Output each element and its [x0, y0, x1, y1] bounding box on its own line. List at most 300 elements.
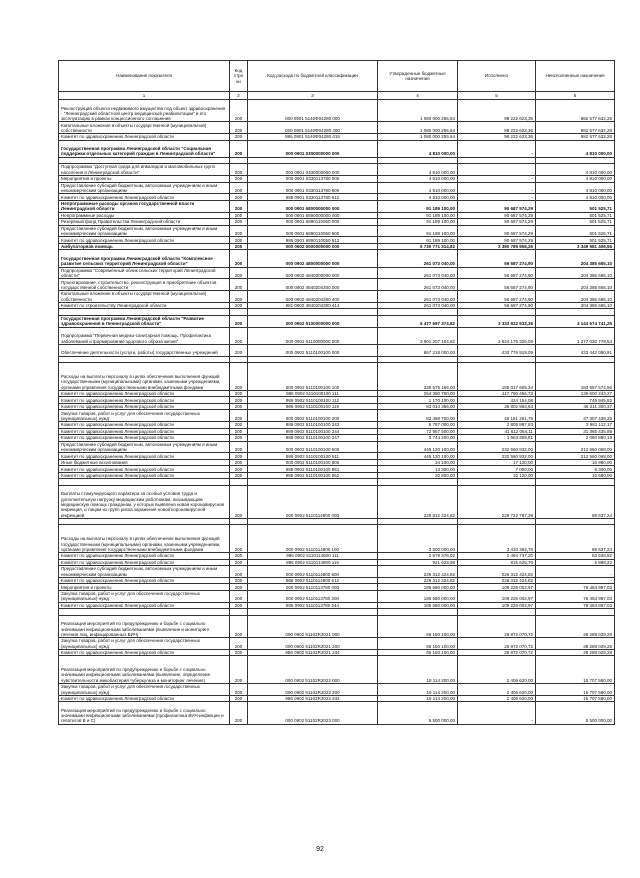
table-row: [59, 590, 615, 602]
row-line-code: 200: [230, 100, 248, 122]
row-remaining: 6 300,00: [536, 466, 615, 473]
row-expense-code: 986 0901 0330113780 612: [248, 194, 378, 201]
row-approved: 921 623,98: [378, 559, 458, 566]
row-approved: 2 578 376,02: [378, 553, 458, 560]
row-executed: 433 776 919,09: [458, 344, 536, 356]
row-name: Государственная программа Ленинградской области "Развитие здравоохранения в Ленинградской области": [59, 315, 230, 327]
row-expense-code: 000 0901 5140Ф04280 400: [248, 122, 378, 134]
table-header-row: [59, 61, 615, 92]
row-remaining: 204 385 665,10: [536, 267, 615, 279]
row-expense-code: 000 0902 5110114800 600: [248, 566, 378, 578]
table-row: [59, 397, 615, 404]
row-expense-code: 000 0901 6800000000 000: [248, 200, 378, 212]
row-approved: 1 080 000 255,64: [378, 134, 458, 141]
row-remaining: 83 638,82: [536, 553, 615, 560]
header-remaining: Неисполненные назначения: [536, 61, 615, 92]
table-row: [59, 638, 615, 650]
row-approved: 72 957 500,00: [378, 428, 458, 435]
table-row: [59, 279, 615, 291]
row-remaining: 38 288 029,28: [536, 649, 615, 656]
row-name: Комитет по здравоохранению Ленинградской области: [59, 695, 230, 702]
row-approved: 3 500 000,00: [378, 525, 458, 553]
table-row: [59, 435, 615, 442]
table-row: [59, 134, 615, 141]
row-line-code: 200: [230, 649, 248, 656]
row-name: Комитет по здравоохранению Ленинградской области: [59, 237, 230, 244]
row-name: Предоставление субсидий бюджетным, автономным учреждениям и иным некоммерческим организациям: [59, 225, 230, 237]
row-executed: 226 312 424,82: [458, 577, 536, 584]
row-remaining: 37 307 438,25: [536, 410, 615, 422]
row-line-code: 200: [230, 577, 248, 584]
column-number: 4: [378, 92, 458, 100]
row-expense-code: 981 0902 4840204300 414: [248, 302, 378, 309]
row-name: Иные бюджетные ассигнования: [59, 459, 230, 466]
row-line-code: 200: [230, 459, 248, 466]
row-line-code: 200: [230, 441, 248, 453]
row-expense-code: 000 0901 6890000000 000: [248, 212, 378, 219]
row-line-code: 200: [230, 695, 248, 702]
row-executed: -: [458, 164, 536, 176]
row-line-code: 200: [230, 212, 248, 219]
row-expense-code: 000 0901 0300000000 000: [248, 140, 378, 157]
row-executed: 232 560 932,00: [458, 441, 536, 453]
row-remaining: 38 288 029,28: [536, 638, 615, 650]
row-expense-code: 000 0902 4840000000 000: [248, 267, 378, 279]
row-expense-code: 000 0902 5100000000 000: [248, 315, 378, 327]
row-expense-code: 986 0902 5110100100 244: [248, 428, 378, 435]
row-executed: 109 226 002,97: [458, 602, 536, 609]
row-expense-code: 000 0901 0330113780 600: [248, 182, 378, 194]
row-line-code: 200: [230, 590, 248, 602]
row-name: Закупка товаров, работ и услуг для обеспечения государственных (муниципальных) нужд: [59, 638, 230, 650]
row-expense-code: 000 0902 4800000000 000: [248, 250, 378, 267]
row-name: Капитальные вложения в объекты государственной (муниципальной) собственности: [59, 122, 230, 134]
row-executed: 2 406 620,00: [458, 656, 536, 684]
table-row: [59, 403, 615, 410]
row-name: Расходы на выплаты персоналу в целях обеспечения выполнения функций государственными (муниципальными) органами, казенными учреждениями, органами управления государственными внебюджетными фондами: [59, 363, 230, 391]
row-expense-code: 986 0902 5110100100 611: [248, 453, 378, 460]
row-name: Выплаты стимулирующего характера за особые условия труда и дополнительную нагрузку медицинским работникам, оказывающим медицинскую помощь гражданам, у которых выявлена новая коронавирусная инфекция, и лицам из групп риска заражения новой коронавирусной инфекцией: [59, 485, 230, 518]
row-line-code: 200: [230, 403, 248, 410]
row-approved: 91 189 100,00: [378, 237, 458, 244]
row-approved: 13 300,00: [378, 466, 458, 473]
budget-execution-table: [58, 60, 615, 725]
row-name: Комитет по здравоохранению Ленинградской области: [59, 134, 230, 141]
row-executed: -: [458, 194, 536, 201]
row-approved: 254 390 700,00: [378, 390, 458, 397]
row-expense-code: 986 0901 5140Ф04280 415: [248, 134, 378, 141]
row-remaining: 745 945,92: [536, 397, 615, 404]
row-approved: 185 680 000,00: [378, 590, 458, 602]
row-approved: 261 073 040,00: [378, 291, 458, 303]
row-expense-code: 986 0902 5110114800 119: [248, 559, 378, 566]
table-row: [59, 559, 615, 566]
row-line-code: 200: [230, 615, 248, 637]
row-expense-code: 000 0902 5110100100 800: [248, 459, 378, 466]
table-row: [59, 695, 615, 702]
row-remaining: 3 349 981 406,56: [536, 243, 615, 250]
row-line-code: 200: [230, 122, 248, 134]
table-row: [59, 219, 615, 226]
row-name: Предоставление субсидий бюджетным, автономным учреждениям и иным некоммерческим организациям: [59, 566, 230, 578]
row-approved: 185 680 000,00: [378, 602, 458, 609]
row-approved: 91 189 100,00: [378, 219, 458, 226]
row-remaining: 183 557 574,66: [536, 363, 615, 391]
column-number-row: [59, 92, 615, 100]
row-name: Комитет по здравоохранению Ленинградской области: [59, 466, 230, 473]
row-approved: 261 073 040,00: [378, 267, 458, 279]
row-name: Амбулаторная помощь: [59, 243, 230, 250]
row-name: Комитет по строительству Ленинградской области: [59, 302, 230, 309]
header-indicator-name: Наименование показателя: [59, 61, 230, 92]
row-line-code: 200: [230, 553, 248, 560]
row-name: Государственная программа Ленинградской области "Комплексное развитие сельских территорий Ленинградской области": [59, 250, 230, 267]
row-approved: 445 120 100,00: [378, 441, 458, 453]
row-executed: 26 872 070,72: [458, 615, 536, 637]
row-approved: 261 073 040,00: [378, 302, 458, 309]
row-executed: 56 687 274,90: [458, 250, 536, 267]
row-executed: 26 872 070,72: [458, 649, 536, 656]
row-name: Мероприятия и проекты: [59, 176, 230, 183]
row-line-code: 200: [230, 397, 248, 404]
row-approved: 4 810 000,00: [378, 140, 458, 157]
row-remaining: 15 707 580,00: [536, 656, 615, 684]
row-remaining: 5 500 000,00: [536, 702, 615, 724]
row-remaining: 76 453 997,03: [536, 584, 615, 591]
row-expense-code: 986 0902 5110113780 244: [248, 602, 378, 609]
row-line-code: 200: [230, 638, 248, 650]
row-approved: 65 160 100,00: [378, 638, 458, 650]
row-approved: 83 488 700,00: [378, 410, 458, 422]
row-approved: 226 312 424,82: [378, 566, 458, 578]
row-executed: 3 380 789 908,26: [458, 243, 536, 250]
row-remaining: 982 577 632,28: [536, 100, 615, 122]
column-number: 2: [230, 92, 248, 100]
row-remaining: 501 525,71: [536, 225, 615, 237]
row-name: Комитет по здравоохранению Ленинградской области: [59, 602, 230, 609]
row-executed: 915 625,76: [458, 559, 536, 566]
table-row: [59, 684, 615, 696]
row-remaining: 3 144 674 741,26: [536, 315, 615, 327]
row-remaining: 4 810 000,00: [536, 164, 615, 176]
row-approved: 3 901 207 104,82: [378, 327, 458, 344]
header-approved: Утвержденные бюджетные назначения: [378, 61, 458, 92]
row-name: Расходы на выплаты персоналу в целях обеспечения выполнения функций государственными (муниципальными) органами, казенными учреждениями, органами управления государственными внебюджетными фондами: [59, 525, 230, 553]
row-name: Мероприятия и проекты: [59, 584, 230, 591]
row-remaining: -: [536, 577, 615, 584]
table-row: [59, 649, 615, 656]
column-number: 1: [59, 92, 230, 100]
header-expense-code: Код расхода по бюджетной классификации: [248, 61, 378, 92]
row-name: Комитет по здравоохранению Ленинградской области: [59, 453, 230, 460]
row-name: Закупка товаров, работ и услуг для обеспечения государственных (муниципальных) нужд: [59, 684, 230, 696]
row-remaining: 38 288 029,28: [536, 615, 615, 637]
row-approved: 1 170 100,00: [378, 397, 458, 404]
row-line-code: 200: [230, 435, 248, 442]
row-executed: 90 687 574,29: [458, 212, 536, 219]
row-remaining: -: [536, 566, 615, 578]
row-name: Подпрограмма "Доступная среда для инвалидов и маломобильных групп населения в Ленинградской области": [59, 164, 230, 176]
row-remaining: 89 637,24: [536, 525, 615, 553]
row-executed: 98 222 623,36: [458, 122, 536, 134]
row-remaining: 76 453 997,03: [536, 602, 615, 609]
row-expense-code: 000 0901 5140Ф04280 000: [248, 100, 378, 122]
table-row: [59, 577, 615, 584]
row-executed: 7 000,00: [458, 466, 536, 473]
row-name: Комитет по здравоохранению Ленинградской области: [59, 194, 230, 201]
row-remaining: 10 680,00: [536, 472, 615, 479]
table-row: [59, 615, 615, 637]
row-executed: 56 687 274,90: [458, 302, 536, 309]
row-expense-code: 000 0902 51102R2021 000: [248, 615, 378, 637]
row-executed: 109 226 002,97: [458, 584, 536, 591]
table-row: [59, 100, 615, 122]
row-line-code: 200: [230, 472, 248, 479]
row-approved: 4 810 000,00: [378, 194, 458, 201]
row-line-code: 200: [230, 344, 248, 356]
row-expense-code: 986 0902 5110100100 112: [248, 397, 378, 404]
table-row: [59, 472, 615, 479]
row-line-code: 200: [230, 267, 248, 279]
table-row: [59, 302, 615, 309]
row-line-code: 200: [230, 243, 248, 250]
row-expense-code: 986 0902 5110100100 242: [248, 422, 378, 429]
row-expense-code: 986 0902 5110100100 111: [248, 390, 378, 397]
row-executed: 109 226 002,97: [458, 590, 536, 602]
row-line-code: 200: [230, 485, 248, 518]
row-executed: 155 017 605,34: [458, 363, 536, 391]
row-remaining: 204 385 665,10: [536, 291, 615, 303]
row-name: Предоставление субсидий бюджетным, автономным учреждениям и иным некоммерческим организациям: [59, 182, 230, 194]
row-name: Комитет по здравоохранению Ленинградской области: [59, 422, 230, 429]
row-line-code: 200: [230, 684, 248, 696]
row-expense-code: 986 0902 51102R2021 244: [248, 649, 378, 656]
row-expense-code: 000 0902 5110113780 000: [248, 584, 378, 591]
row-expense-code: 000 0902 5110000000 000: [248, 327, 378, 344]
row-expense-code: 000 0902 0000000000 000: [248, 243, 378, 250]
row-expense-code: 000 0902 5110100100 200: [248, 410, 378, 422]
row-remaining: 46 211 300,37: [536, 403, 615, 410]
row-executed: -: [458, 702, 536, 724]
table-row: [59, 602, 615, 609]
table-row: [59, 250, 615, 267]
row-executed: 229 722 787,38: [458, 485, 536, 518]
row-line-code: 200: [230, 225, 248, 237]
table-row: [59, 428, 615, 435]
row-executed: 56 687 274,90: [458, 267, 536, 279]
row-approved: 34 100,00: [378, 459, 458, 466]
row-remaining: 501 525,71: [536, 212, 615, 219]
row-executed: 117 790 456,73: [458, 390, 536, 397]
row-approved: 261 073 040,00: [378, 250, 458, 267]
row-approved: 185 680 000,00: [378, 584, 458, 591]
row-expense-code: 000 0902 51102R2021 200: [248, 638, 378, 650]
row-executed: -: [458, 182, 536, 194]
row-approved: 261 073 040,00: [378, 279, 458, 291]
table-row: [59, 525, 615, 553]
row-expense-code: 986 0902 5110100100 119: [248, 403, 378, 410]
row-expense-code: 000 0902 5110100100 000: [248, 344, 378, 356]
row-expense-code: 000 0902 4840204300 400: [248, 291, 378, 303]
row-line-code: 200: [230, 237, 248, 244]
row-name: Подпрограмма "Современный облик сельских территорий Ленинградской области": [59, 267, 230, 279]
row-executed: 2 494 737,20: [458, 553, 536, 560]
row-line-code: 200: [230, 656, 248, 684]
row-line-code: 200: [230, 140, 248, 157]
row-line-code: 200: [230, 559, 248, 566]
row-remaining: 982 577 632,28: [536, 134, 615, 141]
row-line-code: 200: [230, 134, 248, 141]
row-remaining: 433 442 080,91: [536, 344, 615, 356]
row-approved: 91 189 100,00: [378, 225, 458, 237]
row-approved: 4 810 000,00: [378, 182, 458, 194]
row-expense-code: 000 0902 5110113780 200: [248, 590, 378, 602]
row-executed: 2 406 620,00: [458, 684, 536, 696]
row-remaining: 4 810 000,00: [536, 194, 615, 201]
row-remaining: 501 525,71: [536, 200, 615, 212]
table-row: [59, 441, 615, 453]
row-line-code: 200: [230, 410, 248, 422]
row-remaining: 15 707 580,00: [536, 684, 615, 696]
column-number: 3: [248, 92, 378, 100]
row-remaining: 204 385 665,10: [536, 279, 615, 291]
row-name: Предоставление субсидий бюджетным, автономным учреждениям и иным некоммерческим организациям: [59, 441, 230, 453]
table-row: [59, 291, 615, 303]
row-executed: 2 624 176 326,08: [458, 327, 536, 344]
table-row: [59, 194, 615, 201]
row-remaining: 31 365 435,89: [536, 428, 615, 435]
row-approved: 445 120 100,00: [378, 453, 458, 460]
row-name: Комитет по здравоохранению Ленинградской области: [59, 428, 230, 435]
row-line-code: 200: [230, 428, 248, 435]
row-remaining: 212 560 068,00: [536, 453, 615, 460]
row-line-code: 200: [230, 453, 248, 460]
row-approved: 867 218 000,00: [378, 344, 458, 356]
row-name: Комитет по здравоохранению Ленинградской области: [59, 559, 230, 566]
row-executed: 98 222 623,36: [458, 100, 536, 122]
row-line-code: 200: [230, 182, 248, 194]
row-approved: 4 810 000,00: [378, 176, 458, 183]
header-executed: Исполнено: [458, 61, 536, 92]
table-row: [59, 267, 615, 279]
row-approved: 65 160 100,00: [378, 615, 458, 637]
row-expense-code: 000 0902 5110100100 100: [248, 363, 378, 391]
table-row: [59, 390, 615, 397]
table-row: [59, 363, 615, 391]
row-executed: 46 181 261,75: [458, 410, 536, 422]
table-row: [59, 453, 615, 460]
table-row: [59, 702, 615, 724]
row-executed: 1 663 309,81: [458, 435, 536, 442]
row-remaining: 1 277 030 778,54: [536, 327, 615, 344]
row-approved: 338 575 166,00: [378, 363, 458, 391]
row-approved: 5 500 000,00: [378, 702, 458, 724]
row-name: Закупка товаров, работ и услуг для обеспечения государственных (муниципальных) нужд: [59, 590, 230, 602]
table-row: [59, 422, 615, 429]
page-number: 92: [316, 846, 324, 853]
row-approved: 83 014 366,00: [378, 403, 458, 410]
row-expense-code: 000 0901 6890110050 600: [248, 225, 378, 237]
row-expense-code: 000 0902 51102R2022 200: [248, 684, 378, 696]
table-row: [59, 466, 615, 473]
row-name: Комитет по здравоохранению Ленинградской области: [59, 553, 230, 560]
row-remaining: 4 810 000,00: [536, 176, 615, 183]
row-line-code: 200: [230, 525, 248, 553]
row-line-code: 200: [230, 466, 248, 473]
row-executed: 232 560 932,00: [458, 453, 536, 460]
column-number: 6: [536, 92, 615, 100]
row-expense-code: 986 0902 51102R2022 244: [248, 695, 378, 702]
row-approved: 226 312 424,82: [378, 577, 458, 584]
row-executed: -: [458, 140, 536, 157]
row-remaining: 16 980,00: [536, 459, 615, 466]
row-line-code: 200: [230, 327, 248, 344]
row-expense-code: 000 0901 0330000000 000: [248, 164, 378, 176]
row-approved: 91 189 100,00: [378, 200, 458, 212]
row-executed: 2 805 887,83: [458, 422, 536, 429]
row-line-code: 200: [230, 602, 248, 609]
row-executed: 90 687 574,29: [458, 200, 536, 212]
row-remaining: 136 600 243,27: [536, 390, 615, 397]
row-approved: 6 477 697 374,82: [378, 315, 458, 327]
row-approved: 18 114 200,00: [378, 684, 458, 696]
table-row: [59, 327, 615, 344]
row-line-code: 200: [230, 302, 248, 309]
row-name: Реализация мероприятий по предупреждению и борьбе с социально значимыми инфекционными заболеваниями (выявление и мониторинг лечения лиц, инфицированных ВИЧ): [59, 615, 230, 637]
row-approved: 65 160 100,00: [378, 649, 458, 656]
row-expense-code: 000 0902 4840204300 000: [248, 279, 378, 291]
table-row: [59, 344, 615, 356]
table-row: [59, 182, 615, 194]
row-remaining: 501 525,71: [536, 219, 615, 226]
row-expense-code: 000 0901 0330113780 000: [248, 176, 378, 183]
table-row: [59, 237, 615, 244]
row-name: Комитет по здравоохранению Ленинградской области: [59, 397, 230, 404]
row-approved: 6 730 771 314,82: [378, 243, 458, 250]
header-row-code: Код стро ки: [230, 61, 248, 92]
row-remaining: 89 637,24: [536, 485, 615, 518]
row-name: Комитет по здравоохранению Ленинградской области: [59, 403, 230, 410]
row-expense-code: 986 0902 5110114800 612: [248, 577, 378, 584]
row-expense-code: 000 0902 5110114800 100: [248, 525, 378, 553]
row-approved: 1 080 000 255,64: [378, 122, 458, 134]
row-executed: 10 120,00: [458, 472, 536, 479]
row-line-code: 200: [230, 422, 248, 429]
table-row: [59, 122, 615, 134]
row-name: Реконструкция объекта недвижимого имущества под объект здравоохранения - "Ленинградский областной центр медицинской реабилитации" и его эксплуатацию в рамках концессионного соглашения: [59, 100, 230, 122]
table-row: [59, 225, 615, 237]
row-approved: 1 080 000 255,64: [378, 100, 458, 122]
table-row: [59, 485, 615, 518]
row-executed: 90 687 574,29: [458, 237, 536, 244]
row-name: Комитет по здравоохранению Ленинградской области: [59, 390, 230, 397]
table-row: [59, 656, 615, 684]
table-row: [59, 410, 615, 422]
row-line-code: 200: [230, 702, 248, 724]
table-row: [59, 553, 615, 560]
row-name: Проектирование, строительство, реконструкция и приобретение объектов государственной собственности: [59, 279, 230, 291]
row-approved: 6 787 000,00: [378, 422, 458, 429]
row-executed: 3 333 922 633,36: [458, 315, 536, 327]
row-name: Обеспечение деятельности (услуги, работы) государственных учреждений: [59, 344, 230, 356]
row-executed: 56 687 274,90: [458, 279, 536, 291]
row-remaining: 982 577 632,28: [536, 122, 615, 134]
row-executed: -: [458, 176, 536, 183]
row-remaining: 15 707 580,00: [536, 695, 615, 702]
row-expense-code: 986 0902 5110114800 111: [248, 553, 378, 560]
row-executed: 36 802 993,63: [458, 403, 536, 410]
row-expense-code: 000 0902 5110100100 600: [248, 441, 378, 453]
